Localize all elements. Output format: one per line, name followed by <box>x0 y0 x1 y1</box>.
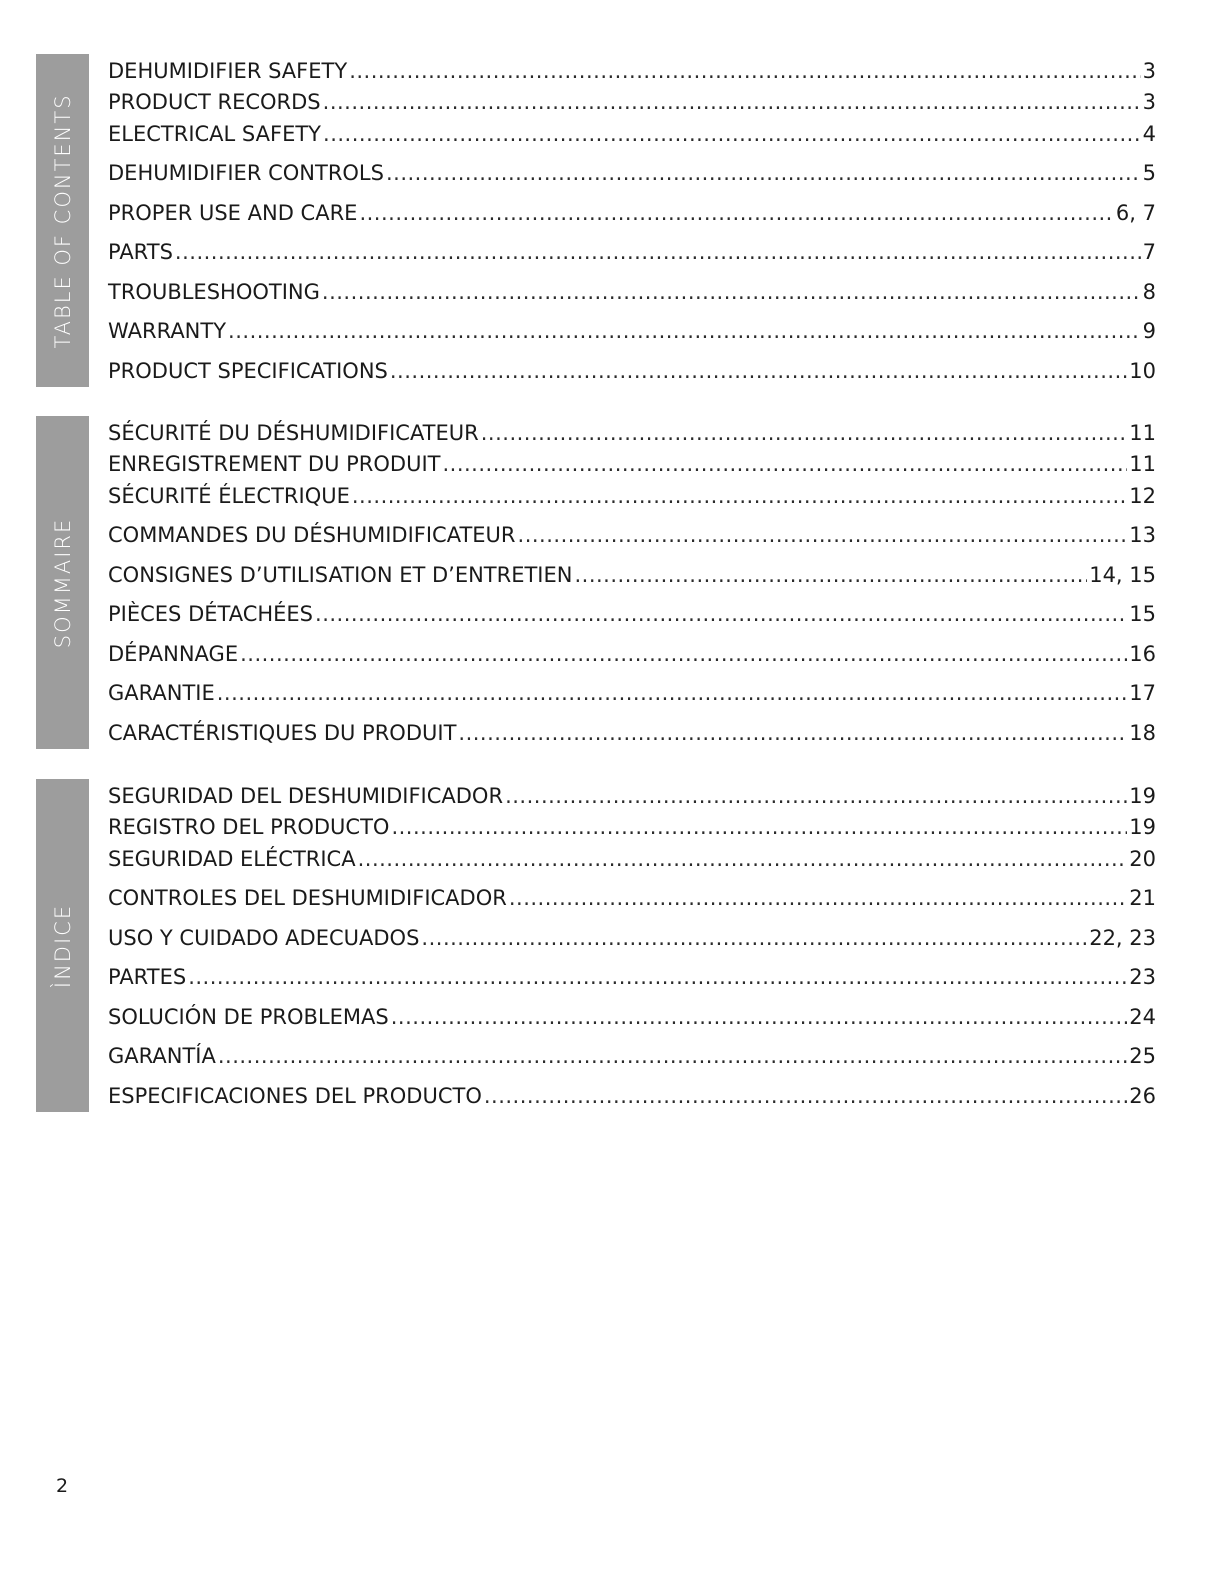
dot-leader <box>218 1041 1127 1071</box>
dot-leader <box>352 481 1127 511</box>
entry-title: DEHUMIDIFIER CONTROLS <box>108 161 384 185</box>
dot-leader <box>323 87 1141 117</box>
toc-entry[interactable] <box>108 718 1156 748</box>
entry-page: 15 <box>1129 602 1156 626</box>
toc-entry[interactable] <box>108 844 1156 874</box>
entry-title: USO Y CUIDADO ADECUADOS <box>108 926 420 950</box>
entry-page: 19 <box>1129 815 1156 839</box>
entry-title: CONSIGNES D’UTILISATION ET D’ENTRETIEN <box>108 563 573 587</box>
toc-entry[interactable] <box>108 560 1156 590</box>
page-number: 2 <box>56 1475 69 1497</box>
entry-page: 14, 15 <box>1089 563 1156 587</box>
toc-entry[interactable] <box>108 1002 1156 1032</box>
toc-entry[interactable] <box>108 87 1156 117</box>
entry-title: SÉCURITÉ ÉLECTRIQUE <box>108 484 350 508</box>
entry-title: PARTES <box>108 965 187 989</box>
entry-page: 21 <box>1129 886 1156 910</box>
entry-page: 25 <box>1129 1044 1156 1068</box>
section-sidebar <box>36 416 89 749</box>
entry-title: WARRANTY <box>108 319 227 343</box>
toc-entry[interactable] <box>108 962 1156 992</box>
dot-leader <box>358 844 1128 874</box>
entry-title: SEGURIDAD ELÉCTRICA <box>108 847 356 871</box>
entry-title: TROUBLESHOOTING <box>108 280 320 304</box>
toc-entry[interactable] <box>108 599 1156 629</box>
entry-page: 18 <box>1129 721 1156 745</box>
dot-leader <box>217 678 1128 708</box>
dot-leader <box>390 356 1127 386</box>
dot-leader <box>188 962 1127 992</box>
entry-title: SOLUCIÓN DE PROBLEMAS <box>108 1005 389 1029</box>
entry-page: 11 <box>1129 452 1156 476</box>
entry-title: ESPECIFICACIONES DEL PRODUCTO <box>108 1084 482 1108</box>
dot-leader <box>240 639 1127 669</box>
dot-leader <box>228 316 1141 346</box>
toc-section-english <box>36 54 1156 387</box>
dot-leader <box>175 237 1141 267</box>
toc-entry[interactable] <box>108 158 1156 188</box>
entry-title: CONTROLES DEL DESHUMIDIFICADOR <box>108 886 507 910</box>
toc-entry[interactable] <box>108 481 1156 511</box>
dot-leader <box>442 449 1127 479</box>
entry-page: 7 <box>1142 240 1156 264</box>
entry-title: PRODUCT SPECIFICATIONS <box>108 359 388 383</box>
toc-entry[interactable] <box>108 781 1156 811</box>
entry-page: 12 <box>1129 484 1156 508</box>
toc-entry[interactable] <box>108 277 1156 307</box>
entry-page: 3 <box>1142 59 1156 83</box>
entry-page: 24 <box>1129 1005 1156 1029</box>
dot-leader <box>359 198 1113 228</box>
toc-entry[interactable] <box>108 449 1156 479</box>
toc-entry[interactable] <box>108 56 1156 86</box>
toc-entry[interactable] <box>108 418 1156 448</box>
entry-title: DÉPANNAGE <box>108 642 239 666</box>
section-sidebar <box>36 779 89 1112</box>
entry-title: GARANTÍA <box>108 1044 216 1068</box>
entry-title: PARTS <box>108 240 173 264</box>
entry-page: 22, 23 <box>1089 926 1156 950</box>
dot-leader <box>391 1002 1128 1032</box>
section-label: SOMMAIRE <box>50 517 75 648</box>
entry-title: SEGURIDAD DEL DESHUMIDIFICADOR <box>108 784 504 808</box>
entry-title: ENREGISTREMENT DU PRODUIT <box>108 452 441 476</box>
dot-leader <box>574 560 1087 590</box>
toc-entry[interactable] <box>108 198 1156 228</box>
toc-entry[interactable] <box>108 520 1156 550</box>
entry-page: 13 <box>1129 523 1156 547</box>
dot-leader <box>391 812 1127 842</box>
dot-leader <box>509 883 1127 913</box>
entry-page: 20 <box>1129 847 1156 871</box>
toc-entry[interactable] <box>108 923 1156 953</box>
entry-page: 19 <box>1129 784 1156 808</box>
entry-page: 4 <box>1142 122 1156 146</box>
dot-leader <box>322 277 1141 307</box>
entry-page: 8 <box>1142 280 1156 304</box>
entry-page: 11 <box>1129 421 1156 445</box>
entry-page: 5 <box>1142 161 1156 185</box>
entry-title: GARANTIE <box>108 681 215 705</box>
toc-section-french <box>36 416 1156 749</box>
entry-page: 17 <box>1129 681 1156 705</box>
dot-leader <box>421 923 1087 953</box>
toc-entry[interactable] <box>108 812 1156 842</box>
dot-leader <box>386 158 1141 188</box>
entry-page: 3 <box>1142 90 1156 114</box>
entry-page: 23 <box>1129 965 1156 989</box>
dot-leader <box>323 119 1141 149</box>
toc-entry[interactable] <box>108 639 1156 669</box>
entry-title: REGISTRO DEL PRODUCTO <box>108 815 390 839</box>
dot-leader <box>315 599 1127 629</box>
dot-leader <box>481 418 1128 448</box>
dot-leader <box>518 520 1128 550</box>
toc-section-spanish <box>36 779 1156 1112</box>
entry-title: COMMANDES DU DÉSHUMIDIFICATEUR <box>108 523 516 547</box>
toc-entry[interactable] <box>108 316 1156 346</box>
dot-leader <box>458 718 1127 748</box>
toc-entry[interactable] <box>108 1081 1156 1111</box>
entry-title: SÉCURITÉ DU DÉSHUMIDIFICATEUR <box>108 421 479 445</box>
section-label: ÌNDICE <box>50 903 75 988</box>
entry-title: CARACTÉRISTIQUES DU PRODUIT <box>108 721 457 745</box>
dot-leader <box>484 1081 1127 1111</box>
entry-page: 9 <box>1142 319 1156 343</box>
entry-title: PROPER USE AND CARE <box>108 201 358 225</box>
section-sidebar <box>36 54 89 387</box>
toc-entry[interactable] <box>108 883 1156 913</box>
toc-entry[interactable] <box>108 356 1156 386</box>
toc-entry[interactable] <box>108 1041 1156 1071</box>
toc-entry[interactable] <box>108 678 1156 708</box>
entry-page: 26 <box>1129 1084 1156 1108</box>
section-label: TABLE OF CONTENTS <box>50 92 75 349</box>
dot-leader <box>349 56 1140 86</box>
entry-title: PIÈCES DÉTACHÉES <box>108 602 314 626</box>
entry-title: ELECTRICAL SAFETY <box>108 122 322 146</box>
toc-entry[interactable] <box>108 119 1156 149</box>
entry-page: 6, 7 <box>1115 201 1156 225</box>
dot-leader <box>505 781 1127 811</box>
entry-title: DEHUMIDIFIER SAFETY <box>108 59 348 83</box>
entry-page: 10 <box>1129 359 1156 383</box>
entry-title: PRODUCT RECORDS <box>108 90 321 114</box>
toc-entry[interactable] <box>108 237 1156 267</box>
entry-page: 16 <box>1129 642 1156 666</box>
